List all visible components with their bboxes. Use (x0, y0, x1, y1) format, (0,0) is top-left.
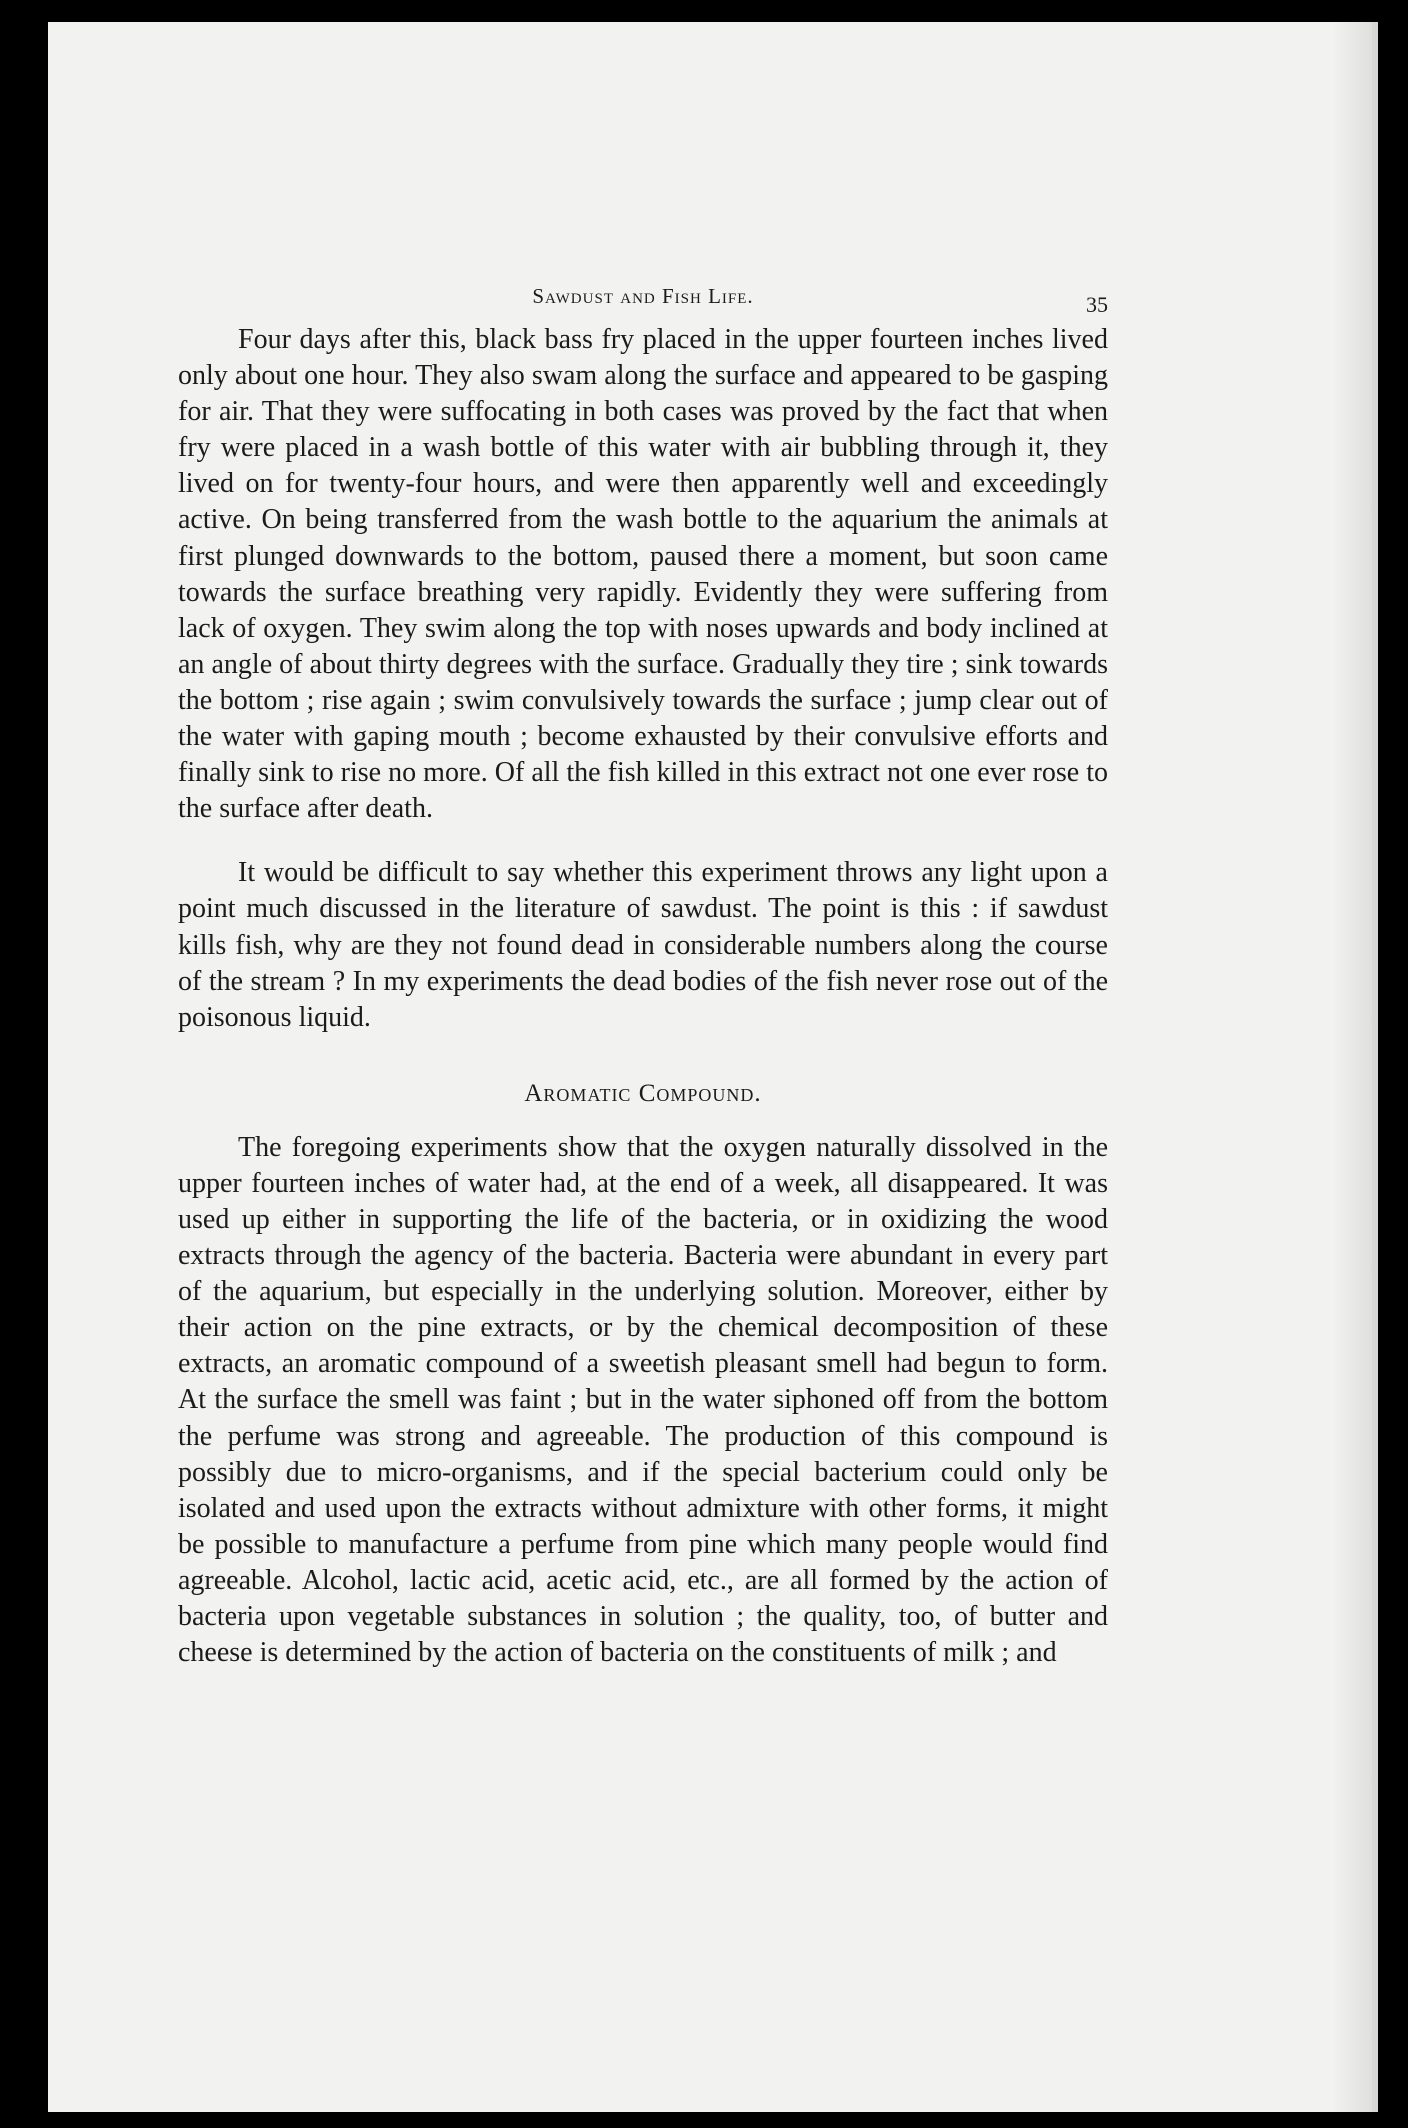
page-edge-shadow (1332, 22, 1372, 2112)
body-paragraph: The foregoing experiments show that the oxygen naturally dissolved in the upper fourteen inches of water had, at the end of a week, all disappeared. It was used up either in supporting the life of the bacteria, or in oxidizing the wood extracts through the agency of the bacteria. Bacteria were abundant in every part of the aquarium, but especially in the underlying solution. Moreover, either by their action on the pine extracts, or by the chemical decomposition of these extracts, an aromatic compound of a sweetish pleasant smell had begun to form. At the surface the smell was faint ; but in the water siphoned off from the bottom the perfume was strong and agreeable. The production of this compound is possibly due to micro-organisms, and if the special bacterium could only be isolated and used upon the extracts without admixture with other forms, it might be possible to manufacture a perfume from pine which many people would find agreeable. Alcohol, lactic acid, acetic acid, etc., are all formed by the action of bacteria upon vegetable substances in solution ; the quality, too, of butter and cheese is determined by the action of bacteria on the constituents of milk ; and (178, 1131, 1108, 1669)
running-head (178, 272, 1108, 317)
running-title: Sawdust and Fish Life. (532, 284, 754, 308)
page-content (178, 272, 1108, 1699)
body-paragraph: It would be difficult to say whether this experiment throws any light upon a point much discussed in the literature of sawdust. The point is this : if sawdust kills fish, why are they not found dead in considerable numbers along the course of the stream ? In my experiments the dead bodies of the fish never rose out of the poisonous liquid. (178, 857, 1108, 1033)
section-heading: Aromatic Compound. (524, 1079, 762, 1107)
body-paragraph: Four days after this, black bass fry placed in the upper fourteen inches lived only about one hour. They also swam along the surface and appeared to be gasping for air. That they were suffocating in both cases was proved by the fact that when fry were placed in a wash bottle of this water with air bubbling through it, they lived on for twenty-four hours, and were then apparently well and exceedingly active. On being transferred from the wash bottle to the aquarium the animals at first plunged downwards to the bottom, paused there a moment, but soon came towards the surface breathing very rapidly. Evidently they were suffering from lack of oxygen. They swim along the top with noses upwards and body inclined at an angle of about thirty degrees with the surface. Gradually they tire ; sink towards the bottom ; rise again ; swim convulsively towards the surface ; jump clear out of the water with gaping mouth ; become exhausted by their convulsive efforts and finally sink to rise no more. Of all the fish killed in this extract not one ever rose to the surface after death. (178, 324, 1108, 825)
book-page (48, 22, 1378, 2112)
page-number: 35 (1086, 292, 1108, 317)
